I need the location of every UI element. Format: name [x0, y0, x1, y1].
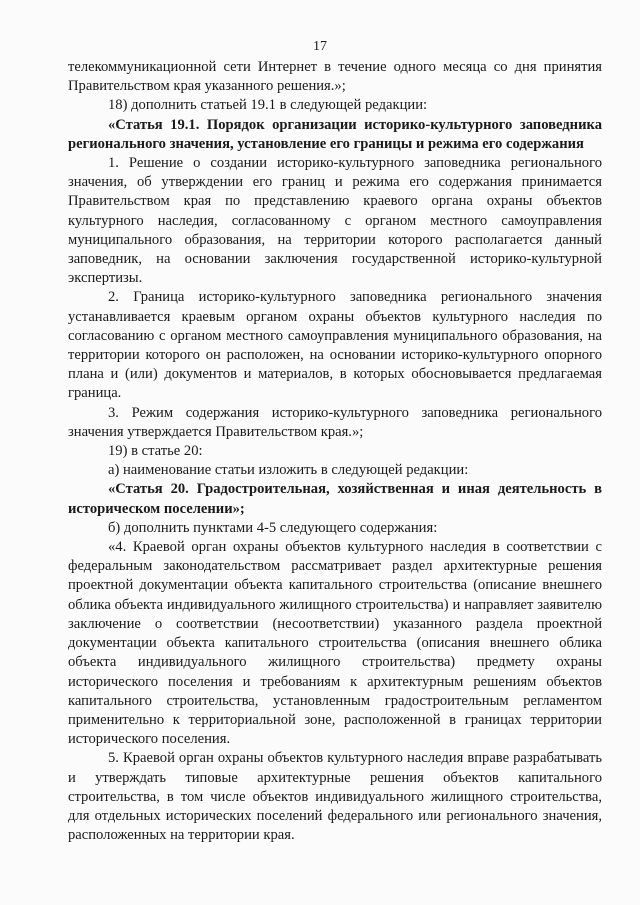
paragraph-19-1-part-3: 3. Режим содержания историко-культурного заповедника регионального значения утверждается Правительством края.»;	[68, 404, 602, 440]
document-body	[68, 58, 602, 845]
paragraph-item-19-b: б) дополнить пунктами 4-5 следующего содержания:	[108, 519, 438, 536]
paragraph-item-19-a: а) наименование статьи изложить в следующей редакции:	[108, 462, 469, 479]
paragraph-20-part-5: 5. Краевой орган охраны объектов культурного наследия вправе разрабатывать и утверждать типовые архитектурные решения объектов капитального строительства, в том числе объектов индивидуального жилищного строительства, для отдельных исторических поселений федерального или регионального значения, расположенных на территории края.	[68, 750, 602, 844]
paragraph-19-1-part-2: 2. Граница историко-культурного заповедника регионального значения устанавливается краевым органом охраны объектов культурного наследия по согласованию с органом местного самоуправления муниципального образования, на территории которого он расположен, на основании историко-культурного опорного плана и (или) документов и материалов, в которых обосновывается предлагаемая граница.	[68, 289, 602, 402]
paragraph-20-part-4: «4. Краевой орган охраны объектов культурного наследия в соответствии с федеральным законодательством рассматривает раздел архитектурные решения проектной документации объекта капитального строительства (описание внешнего облика объекта индивидуального жилищного строительства) и направляет заявителю заключение о соответствии (несоответствии) указанного раздела проектной документации объекта капитального строительства (описания внешнего облика объекта индивидуального жилищного строительства) предмету охраны исторического поселения и требованиям к архитектурным решениям объектов капитального строительства, установленным градостроительным регламентом применительно к территориальной зоне, расположенной в границах территории исторического поселения.	[68, 539, 602, 748]
paragraph-19-1-part-1: 1. Решение о создании историко-культурного заповедника регионального значения, об утверждении его границ и режима его содержания принимается Правительством края по представлению краевого органа охраны объектов культурного наследия, согласованному с органом местного самоуправления муниципального образования, на территории которого располагается данный заповедник, на основании заключения государственной историко-культурной экспертизы.	[68, 155, 602, 287]
paragraph-item-18: 18) дополнить статьей 19.1 в следующей редакции:	[108, 97, 428, 114]
paragraph-item-19: 19) в статье 20:	[108, 443, 203, 460]
article-19-1-heading: «Статья 19.1. Порядок организации историко-культурного заповедника регионального значения, установление его границы и режима его содержания	[68, 116, 602, 152]
paragraph-continuation: телекоммуникационной сети Интернет в течение одного месяца со дня принятия Правительством края указанного решения.»;	[68, 59, 602, 95]
article-20-heading: «Статья 20. Градостроительная, хозяйственная и иная деятельность в историческом поселении»;	[68, 481, 602, 517]
page-number: 17	[313, 39, 327, 54]
